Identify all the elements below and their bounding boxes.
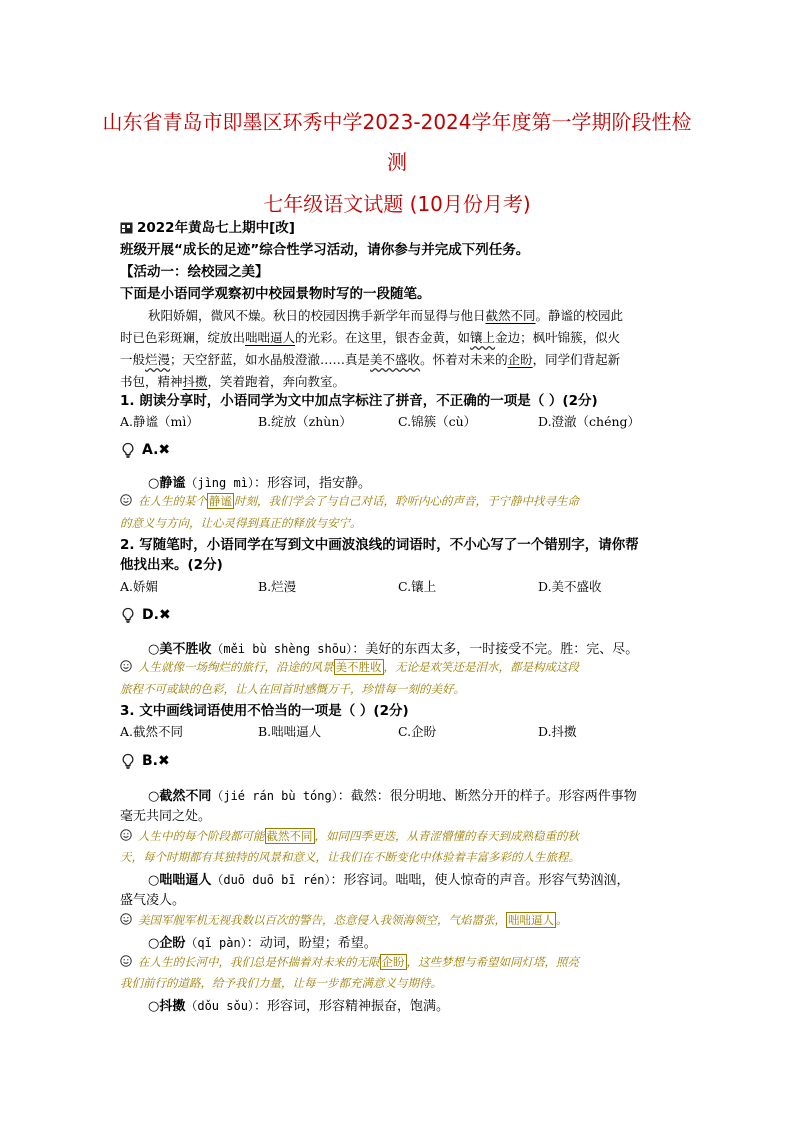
boxed-term: 咄咄逼人 xyxy=(508,913,554,927)
pinyin: （qǐ pàn） xyxy=(185,936,247,950)
q3-stem: 3. 文中画线词语使用不恰当的一项是（ ）(2分) xyxy=(120,703,409,719)
wavy-word: 烂漫 xyxy=(145,352,171,367)
q2-definition: ○美不胜收（měi bù shèng shōu）：美好的东西太多，一时接受不完。胜：完、尽。 xyxy=(148,642,639,657)
boxed-term: 企盼 xyxy=(381,955,405,969)
q1-stem: 1. 朗读分享时，小语同学为文中加点字标注了拼音，不正确的一项是（ ）(2分) xyxy=(120,393,598,409)
answer-label: B.✖ xyxy=(142,753,170,769)
passage-text: 。怀着对未来的 xyxy=(420,352,508,367)
passage-text: 。静谧的校园此 xyxy=(535,308,624,323)
example-text: 美国军舰军机无视我数以百次的警告，恣意侵入我领海领空，气焰嚣张， xyxy=(138,913,506,927)
q3-example3-line2: 我们前行的道路，给予我们力量，让每一步都充满意义与期待。 xyxy=(120,976,442,990)
definition-text: ：截然：很分明地、断然分开的样子。形容两件事物 xyxy=(337,789,637,804)
exam-title-line2: 测 xyxy=(387,150,407,174)
pinyin: （měi bù shèng shōu） xyxy=(211,642,353,656)
q3-option-d: D.抖擞 xyxy=(538,724,577,739)
underlined-word: 咄咄逼人 xyxy=(245,330,296,345)
example-text: ，无论是欢笑还是泪水，都是构成这段 xyxy=(383,660,579,674)
boxed-term: 截然不同 xyxy=(266,829,313,843)
passage-text: 书包，精神 xyxy=(120,374,183,389)
passage-text: ，笑着跑着，奔向教室。 xyxy=(207,374,346,389)
q2-option-d: D.美不盛收 xyxy=(538,579,602,594)
wavy-word: 镶上 xyxy=(470,330,496,345)
lightbulb-icon xyxy=(120,442,136,458)
q1-option-c: C.锦簇（cù） xyxy=(398,414,477,429)
q3-definition-3: ○企盼（qǐ pàn）：动词，盼望；希望。 xyxy=(148,936,377,951)
pinyin: （dǒu sǒu） xyxy=(185,999,254,1013)
boxed-term: 美不胜收 xyxy=(335,660,382,674)
passage-line-4 xyxy=(120,372,680,392)
lightbulb-icon xyxy=(120,607,136,623)
passage-line-1 xyxy=(148,306,678,326)
underlined-word: 抖擞 xyxy=(182,374,208,389)
smiley-icon xyxy=(120,494,132,506)
q1-answer xyxy=(120,442,170,458)
q2-stem-line1: 2. 写随笔时，小语同学在写到文中画波浪线的词语时，不小心写了一个错别字，请你帮 xyxy=(120,537,639,553)
term: 企盼 xyxy=(159,936,186,951)
q3-example1-line1 xyxy=(120,826,680,846)
q3-example3-line1 xyxy=(120,952,680,972)
q1-example-line2: 的意义与方向，让心灵得到真正的释放与安宁。 xyxy=(120,516,362,530)
passage-line-2 xyxy=(120,328,680,348)
smiley-icon xyxy=(120,913,132,925)
q3-definition-4: ○抖擞（dǒu sǒu）：形容词，形容精神振奋，饱满。 xyxy=(148,999,449,1014)
underlined-word: 截然不同 xyxy=(485,308,536,323)
underlined-word: 企盼 xyxy=(507,352,533,367)
source-text: 2022年黄岛七上期中[改] xyxy=(137,220,295,236)
example-text: 时刻，我们学会了与自己对话，聆听内心的声音，于宁静中找寻生命 xyxy=(234,494,579,508)
pinyin: （jìng mì） xyxy=(185,476,254,490)
passage-text: ；天空舒蓝，如水晶般澄澈……真是 xyxy=(170,352,371,367)
passage-text: 的光彩。在这里，银杏金黄，如 xyxy=(295,330,471,345)
source-line xyxy=(120,218,680,238)
q1-definition: ○静谧（jìng mì）：形容词，指安静。 xyxy=(148,476,371,491)
passage-text: 一般 xyxy=(120,352,146,367)
boxed-term: 静谧 xyxy=(209,494,232,508)
q2-stem-line2: 他找出来。(2分) xyxy=(120,557,223,573)
example-text: 在人生的长河中，我们总是怀揣着对未来的无限 xyxy=(138,955,380,969)
q3-example2-line1 xyxy=(120,910,680,930)
passage-text: ，同学们背起新 xyxy=(532,352,621,367)
term: 静谧 xyxy=(159,476,186,491)
term: 抖擞 xyxy=(159,999,186,1014)
passage-lead: 下面是小语同学观察初中校园景物时写的一段随笔。 xyxy=(120,286,431,302)
smiley-icon xyxy=(120,829,132,841)
calendar-icon xyxy=(120,221,133,234)
example-text: 在人生的某个 xyxy=(138,494,207,508)
q3-definition-1: ○截然不同（jié rán bù tóng）：截然：很分明地、断然分开的样子。形容两件事物 xyxy=(148,789,637,804)
exam-subtitle: 七年级语文试题 (10月份月考) xyxy=(263,192,531,216)
lightbulb-icon xyxy=(120,753,136,769)
answer-label: A.✖ xyxy=(142,442,171,458)
q2-example-line2: 旅程不可或缺的色彩，让人在回首时感慨万千，珍惜每一刻的美好。 xyxy=(120,682,465,696)
pinyin: （duō duō bī rén） xyxy=(211,873,331,887)
definition-text: ：形容词，指安静。 xyxy=(253,476,371,491)
example-text: 人生中的每个阶段都可能 xyxy=(138,829,265,843)
q3-answer xyxy=(120,753,170,769)
example-text: 。 xyxy=(556,913,568,927)
q3-example1-line2: 天，每个时期都有其独特的风景和意义，让我们在不断变化中体验着丰富多彩的人生旅程。 xyxy=(120,850,580,864)
example-text: ，这些梦想与希望如同灯塔，照亮 xyxy=(406,955,579,969)
q2-example-line1 xyxy=(120,657,680,677)
wavy-word: 美不盛收 xyxy=(370,352,421,367)
passage-line-3 xyxy=(120,350,680,370)
q1-option-b: B.绽放（zhùn） xyxy=(258,414,352,429)
q3-option-c: C.企盼 xyxy=(398,724,437,739)
term: 咄咄逼人 xyxy=(159,873,212,888)
term: 截然不同 xyxy=(159,789,212,804)
q2-option-a: A.娇媚 xyxy=(120,579,159,594)
q2-option-c: C.镶上 xyxy=(398,579,437,594)
activity-heading: 【活动一：绘校园之美】 xyxy=(120,264,269,280)
passage-text: 金边；枫叶锦簇，似火 xyxy=(495,330,621,345)
smiley-icon xyxy=(120,955,132,967)
example-text: 人生就像一场绚烂的旅行，沿途的风景 xyxy=(138,660,334,674)
q3-option-a: A.截然不同 xyxy=(120,724,184,739)
pinyin: （jié rán bù tóng） xyxy=(211,789,338,803)
definition-text: ：形容词，形容精神振奋，饱满。 xyxy=(253,999,449,1014)
definition-text: ：形容词。咄咄，使人惊奇的声音。形容气势汹汹， xyxy=(330,873,630,888)
exam-title-line1: 山东省青岛市即墨区环秀中学2023-2024学年度第一学期阶段性检 xyxy=(102,110,692,134)
q1-option-a: A.静谧（mì） xyxy=(120,414,199,429)
smiley-icon xyxy=(120,660,132,672)
intro-text: 班级开展“成长的足迹”综合性学习活动，请你参与并完成下列任务。 xyxy=(120,242,530,258)
q2-option-b: B.烂漫 xyxy=(258,579,297,594)
passage-text: 秋阳娇媚，微风不燥。秋日的校园因携手新学年而显得与他日 xyxy=(148,308,486,323)
term: 美不胜收 xyxy=(159,642,212,657)
passage-text: 时已色彩斑斓，绽放出 xyxy=(120,330,246,345)
q1-option-d: D.澄澈（chéng） xyxy=(538,414,641,429)
q3-option-b: B.咄咄逼人 xyxy=(258,724,322,739)
q1-example-line1 xyxy=(120,491,680,511)
definition-text: ：美好的东西太多，一时接受不完。胜：完、尽。 xyxy=(352,642,639,657)
answer-label: D.✖ xyxy=(142,607,171,623)
q3-definition-2-cont: 盛气凌人。 xyxy=(120,893,186,908)
q3-definition-2: ○咄咄逼人（duō duō bī rén）：形容词。咄咄，使人惊奇的声音。形容气势汹汹， xyxy=(148,873,630,888)
q3-definition-1-cont: 毫无共同之处。 xyxy=(120,809,212,824)
definition-text: ：动词，盼望；希望。 xyxy=(246,936,377,951)
example-text: ，如同四季更迭，从青涩懵懂的春天到成熟稳重的秋 xyxy=(314,829,579,843)
q2-answer xyxy=(120,607,171,623)
